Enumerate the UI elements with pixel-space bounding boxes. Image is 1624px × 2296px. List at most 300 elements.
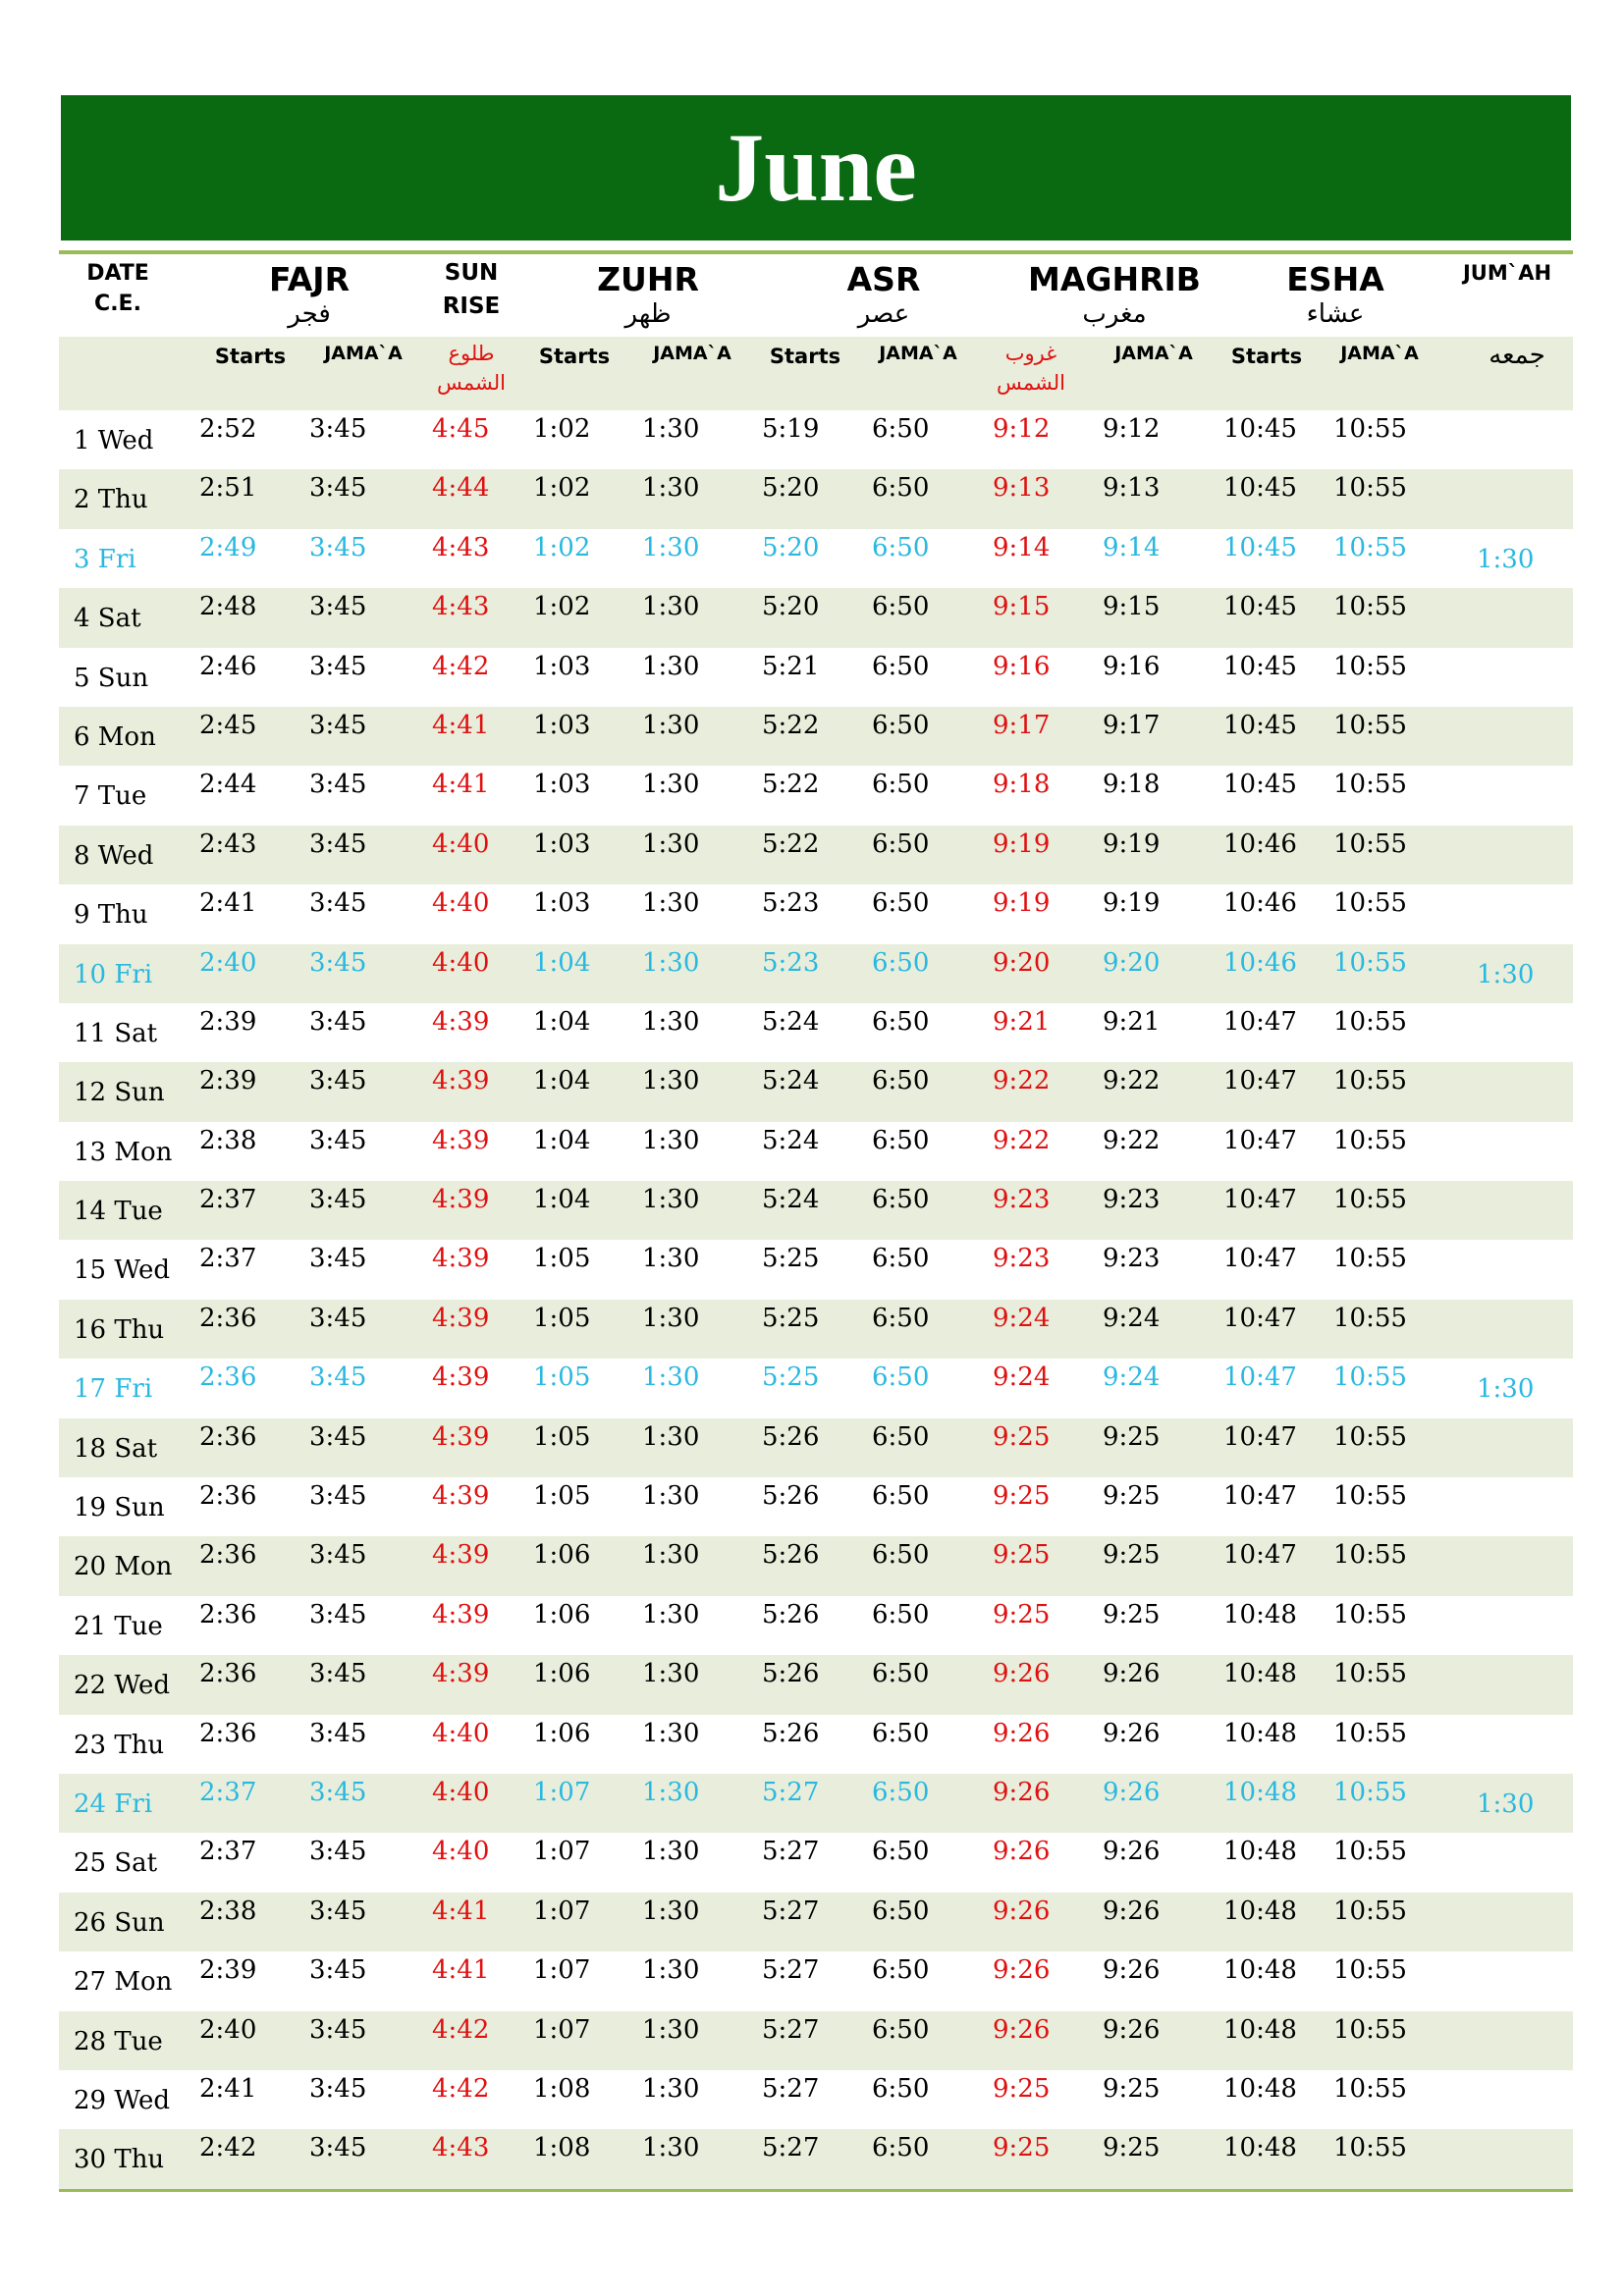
cell-esha-jamaa: 10:55 <box>1333 1362 1407 1393</box>
cell-fajr-jamaa: 3:45 <box>309 1837 367 1867</box>
cell-asr-jamaa: 6:50 <box>872 1006 930 1037</box>
cell-sr: 4:39 <box>432 1125 490 1155</box>
cell-esha: 10:48 <box>1223 1955 1297 1986</box>
cell-zuhr: 1:07 <box>533 1777 591 1807</box>
cell-mg: 9:26 <box>993 1896 1051 1926</box>
cell-asr-jamaa: 6:50 <box>872 1837 930 1867</box>
cell-sr: 4:41 <box>432 710 490 740</box>
cell-esha: 10:46 <box>1223 888 1297 919</box>
cell-mg: 9:25 <box>993 2133 1051 2163</box>
cell-date: 9 Thu <box>74 900 148 931</box>
header-fajr: FAJR <box>269 260 350 298</box>
cell-date: 19 Sun <box>74 1493 165 1523</box>
cell-asr-jamaa: 6:50 <box>872 2073 930 2104</box>
cell-zuhr-jamaa: 1:30 <box>642 1777 700 1807</box>
cell-sr: 4:40 <box>432 1777 490 1807</box>
cell-zuhr: 1:06 <box>533 1718 591 1748</box>
cell-sr: 4:40 <box>432 888 490 919</box>
cell-fajr: 2:38 <box>199 1125 257 1155</box>
cell-fajr: 2:44 <box>199 770 257 800</box>
cell-mg: 9:25 <box>993 1421 1051 1452</box>
table-row <box>59 1003 1573 1062</box>
cell-mg: 9:24 <box>993 1303 1051 1333</box>
cell-esha: 10:48 <box>1223 2073 1297 2104</box>
cell-sr: 4:43 <box>432 2133 490 2163</box>
cell-fajr-jamaa: 3:45 <box>309 1303 367 1333</box>
cell-maghrib-jamaa: 9:20 <box>1103 947 1161 978</box>
cell-mg: 9:23 <box>993 1185 1051 1215</box>
cell-fajr: 2:39 <box>199 1066 257 1096</box>
cell-asr-jamaa: 6:50 <box>872 1066 930 1096</box>
table-row <box>59 1181 1573 1240</box>
cell-asr: 5:26 <box>762 1718 820 1748</box>
cell-mg: 9:16 <box>993 651 1051 681</box>
cell-fajr-jamaa: 3:45 <box>309 1659 367 1689</box>
cell-zuhr: 1:04 <box>533 1066 591 1096</box>
cell-fajr: 2:46 <box>199 651 257 681</box>
table-row <box>59 1833 1573 1892</box>
cell-sr: 4:39 <box>432 1481 490 1512</box>
cell-date: 7 Tue <box>74 781 147 812</box>
cell-fajr: 2:52 <box>199 414 257 444</box>
cell-zuhr-jamaa: 1:30 <box>642 1837 700 1867</box>
cell-zuhr: 1:06 <box>533 1659 591 1689</box>
cell-fajr-jamaa: 3:45 <box>309 2073 367 2104</box>
cell-fajr: 2:39 <box>199 1006 257 1037</box>
cell-mg: 9:26 <box>993 2014 1051 2045</box>
cell-maghrib-jamaa: 9:26 <box>1103 2014 1161 2045</box>
cell-fajr: 2:36 <box>199 1421 257 1452</box>
cell-fajr-jamaa: 3:45 <box>309 1955 367 1986</box>
cell-esha: 10:45 <box>1223 651 1297 681</box>
cell-esha: 10:48 <box>1223 1837 1297 1867</box>
table-row <box>59 1893 1573 1951</box>
table-row <box>59 1240 1573 1299</box>
cell-esha: 10:47 <box>1223 1125 1297 1155</box>
table-row <box>59 469 1573 528</box>
cell-zuhr: 1:05 <box>533 1303 591 1333</box>
cell-sr: 4:40 <box>432 947 490 978</box>
cell-maghrib-jamaa: 9:25 <box>1103 1540 1161 1571</box>
cell-asr: 5:27 <box>762 2133 820 2163</box>
cell-maghrib-jamaa: 9:14 <box>1103 532 1161 562</box>
cell-mg: 9:14 <box>993 532 1051 562</box>
cell-sr: 4:39 <box>432 1244 490 1274</box>
cell-zuhr-jamaa: 1:30 <box>642 1185 700 1215</box>
cell-esha: 10:48 <box>1223 2014 1297 2045</box>
cell-fajr-jamaa: 3:45 <box>309 947 367 978</box>
cell-maghrib-jamaa: 9:25 <box>1103 1599 1161 1629</box>
cell-asr-jamaa: 6:50 <box>872 888 930 919</box>
cell-mg: 9:26 <box>993 1659 1051 1689</box>
cell-asr-jamaa: 6:50 <box>872 1540 930 1571</box>
table-row <box>59 1359 1573 1417</box>
cell-mg: 9:13 <box>993 473 1051 504</box>
cell-maghrib-jamaa: 9:12 <box>1103 414 1161 444</box>
cell-zuhr: 1:02 <box>533 592 591 622</box>
cell-zuhr: 1:07 <box>533 2014 591 2045</box>
cell-mg: 9:19 <box>993 888 1051 919</box>
cell-fajr: 2:36 <box>199 1481 257 1512</box>
cell-esha: 10:45 <box>1223 473 1297 504</box>
cell-zuhr: 1:06 <box>533 1599 591 1629</box>
cell-sr: 4:42 <box>432 2014 490 2045</box>
cell-zuhr: 1:07 <box>533 1896 591 1926</box>
cell-zuhr: 1:02 <box>533 414 591 444</box>
cell-esha-jamaa: 10:55 <box>1333 770 1407 800</box>
cell-date: 16 Thu <box>74 1314 165 1345</box>
cell-date: 4 Sat <box>74 604 141 634</box>
cell-asr-jamaa: 6:50 <box>872 2133 930 2163</box>
asr-jamaa-label: JAMA`A <box>879 343 957 364</box>
cell-jumah: 1:30 <box>1477 959 1535 989</box>
cell-asr: 5:23 <box>762 888 820 919</box>
table-row <box>59 1774 1573 1833</box>
cell-esha: 10:47 <box>1223 1185 1297 1215</box>
cell-esha-jamaa: 10:55 <box>1333 888 1407 919</box>
cell-mg: 9:25 <box>993 1481 1051 1512</box>
table-row <box>59 410 1573 469</box>
cell-maghrib-jamaa: 9:25 <box>1103 1481 1161 1512</box>
cell-zuhr: 1:03 <box>533 710 591 740</box>
cell-zuhr: 1:08 <box>533 2073 591 2104</box>
cell-esha-jamaa: 10:55 <box>1333 1718 1407 1748</box>
cell-asr: 5:22 <box>762 828 820 859</box>
cell-asr: 5:26 <box>762 1659 820 1689</box>
cell-fajr-jamaa: 3:45 <box>309 1125 367 1155</box>
cell-fajr-jamaa: 3:45 <box>309 1066 367 1096</box>
cell-asr: 5:20 <box>762 473 820 504</box>
cell-fajr: 2:36 <box>199 1362 257 1393</box>
cell-esha: 10:46 <box>1223 828 1297 859</box>
cell-zuhr-jamaa: 1:30 <box>642 532 700 562</box>
cell-esha: 10:48 <box>1223 1896 1297 1926</box>
jumah-arabic-label: جمعه <box>1489 341 1545 370</box>
cell-asr: 5:26 <box>762 1599 820 1629</box>
cell-fajr: 2:43 <box>199 828 257 859</box>
cell-zuhr-jamaa: 1:30 <box>642 947 700 978</box>
table-row <box>59 1418 1573 1477</box>
cell-maghrib-jamaa: 9:25 <box>1103 1421 1161 1452</box>
cell-mg: 9:18 <box>993 770 1051 800</box>
table-row <box>59 2129 1573 2188</box>
cell-esha-jamaa: 10:55 <box>1333 947 1407 978</box>
cell-sr: 4:39 <box>432 1006 490 1037</box>
cell-fajr-jamaa: 3:45 <box>309 592 367 622</box>
cell-jumah: 1:30 <box>1477 1374 1535 1405</box>
header-zuhr-arabic: ظهر <box>624 299 672 329</box>
cell-mg: 9:26 <box>993 1777 1051 1807</box>
cell-asr: 5:27 <box>762 2073 820 2104</box>
cell-esha-jamaa: 10:55 <box>1333 1244 1407 1274</box>
cell-asr-jamaa: 6:50 <box>872 1599 930 1629</box>
cell-zuhr: 1:02 <box>533 532 591 562</box>
asr-starts-label: Starts <box>769 345 841 368</box>
cell-maghrib-jamaa: 9:21 <box>1103 1006 1161 1037</box>
cell-esha-jamaa: 10:55 <box>1333 1125 1407 1155</box>
cell-maghrib-jamaa: 9:25 <box>1103 2133 1161 2163</box>
esha-jamaa-label: JAMA`A <box>1340 343 1419 364</box>
cell-zuhr-jamaa: 1:30 <box>642 1303 700 1333</box>
cell-asr: 5:24 <box>762 1006 820 1037</box>
cell-fajr-jamaa: 3:45 <box>309 1718 367 1748</box>
cell-asr-jamaa: 6:50 <box>872 947 930 978</box>
cell-esha-jamaa: 10:55 <box>1333 651 1407 681</box>
cell-date: 17 Fri <box>74 1374 153 1405</box>
cell-esha-jamaa: 10:55 <box>1333 532 1407 562</box>
cell-maghrib-jamaa: 9:26 <box>1103 1955 1161 1986</box>
cell-zuhr-jamaa: 1:30 <box>642 592 700 622</box>
cell-maghrib-jamaa: 9:26 <box>1103 1896 1161 1926</box>
table-row <box>59 529 1573 588</box>
cell-fajr: 2:41 <box>199 888 257 919</box>
table-row <box>59 1062 1573 1121</box>
cell-fajr-jamaa: 3:45 <box>309 828 367 859</box>
cell-mg: 9:23 <box>993 1244 1051 1274</box>
cell-sr: 4:41 <box>432 770 490 800</box>
cell-date: 13 Mon <box>74 1137 173 1167</box>
cell-date: 10 Fri <box>74 959 153 989</box>
header-esha-arabic: عشاء <box>1306 299 1365 329</box>
cell-sr: 4:39 <box>432 1540 490 1571</box>
cell-zuhr: 1:07 <box>533 1837 591 1867</box>
cell-maghrib-jamaa: 9:26 <box>1103 1659 1161 1689</box>
cell-fajr: 2:42 <box>199 2133 257 2163</box>
cell-fajr-jamaa: 3:45 <box>309 2014 367 2045</box>
cell-asr-jamaa: 6:50 <box>872 1896 930 1926</box>
cell-sr: 4:39 <box>432 1362 490 1393</box>
cell-esha: 10:47 <box>1223 1362 1297 1393</box>
cell-asr: 5:26 <box>762 1481 820 1512</box>
cell-jumah: 1:30 <box>1477 1789 1535 1819</box>
cell-date: 3 Fri <box>74 544 136 574</box>
cell-maghrib-jamaa: 9:25 <box>1103 2073 1161 2104</box>
cell-zuhr-jamaa: 1:30 <box>642 1481 700 1512</box>
fajr-jamaa-label: JAMA`A <box>324 343 403 364</box>
cell-fajr: 2:36 <box>199 1599 257 1629</box>
cell-esha: 10:48 <box>1223 2133 1297 2163</box>
table-row <box>59 944 1573 1003</box>
table-row <box>59 1536 1573 1595</box>
cell-mg: 9:22 <box>993 1125 1051 1155</box>
cell-mg: 9:12 <box>993 414 1051 444</box>
cell-esha-jamaa: 10:55 <box>1333 1481 1407 1512</box>
cell-esha-jamaa: 10:55 <box>1333 1777 1407 1807</box>
cell-esha-jamaa: 10:55 <box>1333 1955 1407 1986</box>
cell-asr: 5:24 <box>762 1066 820 1096</box>
cell-mg: 9:24 <box>993 1362 1051 1393</box>
cell-fajr: 2:41 <box>199 2073 257 2104</box>
cell-zuhr-jamaa: 1:30 <box>642 1659 700 1689</box>
cell-zuhr-jamaa: 1:30 <box>642 2014 700 2045</box>
cell-esha: 10:48 <box>1223 1777 1297 1807</box>
cell-zuhr-jamaa: 1:30 <box>642 1421 700 1452</box>
cell-fajr: 2:37 <box>199 1777 257 1807</box>
cell-esha-jamaa: 10:55 <box>1333 414 1407 444</box>
cell-asr: 5:20 <box>762 532 820 562</box>
cell-mg: 9:25 <box>993 1599 1051 1629</box>
cell-asr: 5:25 <box>762 1362 820 1393</box>
esha-starts-label: Starts <box>1230 345 1303 368</box>
header-row-sub <box>59 337 1573 410</box>
cell-date: 23 Thu <box>74 1730 165 1760</box>
cell-fajr: 2:40 <box>199 947 257 978</box>
cell-esha: 10:48 <box>1223 1718 1297 1748</box>
cell-zuhr-jamaa: 1:30 <box>642 1362 700 1393</box>
cell-date: 18 Sat <box>74 1433 158 1464</box>
cell-asr: 5:27 <box>762 1896 820 1926</box>
cell-sr: 4:43 <box>432 592 490 622</box>
cell-esha-jamaa: 10:55 <box>1333 2073 1407 2104</box>
cell-asr: 5:24 <box>762 1125 820 1155</box>
cell-zuhr: 1:05 <box>533 1244 591 1274</box>
cell-asr: 5:23 <box>762 947 820 978</box>
header-asr: ASR <box>846 260 921 298</box>
cell-maghrib-jamaa: 9:13 <box>1103 473 1161 504</box>
cell-esha-jamaa: 10:55 <box>1333 473 1407 504</box>
cell-maghrib-jamaa: 9:19 <box>1103 828 1161 859</box>
cell-date: 15 Wed <box>74 1255 170 1286</box>
cell-fajr: 2:40 <box>199 2014 257 2045</box>
cell-zuhr-jamaa: 1:30 <box>642 2133 700 2163</box>
cell-mg: 9:25 <box>993 2073 1051 2104</box>
cell-mg: 9:19 <box>993 828 1051 859</box>
cell-esha: 10:46 <box>1223 947 1297 978</box>
cell-asr: 5:22 <box>762 770 820 800</box>
cell-fajr-jamaa: 3:45 <box>309 1481 367 1512</box>
cell-zuhr: 1:02 <box>533 473 591 504</box>
cell-esha: 10:47 <box>1223 1006 1297 1037</box>
cell-maghrib-jamaa: 9:26 <box>1103 1718 1161 1748</box>
cell-fajr: 2:36 <box>199 1303 257 1333</box>
header-fajr-arabic: فجر <box>288 299 331 329</box>
cell-fajr: 2:37 <box>199 1837 257 1867</box>
cell-maghrib-jamaa: 9:24 <box>1103 1362 1161 1393</box>
cell-date: 5 Sun <box>74 663 149 693</box>
cell-sr: 4:39 <box>432 1303 490 1333</box>
cell-fajr-jamaa: 3:45 <box>309 1362 367 1393</box>
table-row <box>59 1596 1573 1655</box>
zuhr-jamaa-label: JAMA`A <box>653 343 731 364</box>
cell-esha: 10:48 <box>1223 1599 1297 1629</box>
cell-zuhr: 1:03 <box>533 770 591 800</box>
cell-fajr: 2:39 <box>199 1955 257 1986</box>
cell-asr: 5:26 <box>762 1540 820 1571</box>
cell-sr: 4:40 <box>432 1718 490 1748</box>
table-row <box>59 1655 1573 1714</box>
cell-sr: 4:42 <box>432 651 490 681</box>
header-esha: ESHA <box>1286 260 1384 298</box>
cell-fajr-jamaa: 3:45 <box>309 1777 367 1807</box>
cell-asr: 5:22 <box>762 710 820 740</box>
cell-maghrib-jamaa: 9:15 <box>1103 592 1161 622</box>
cell-date: 21 Tue <box>74 1611 163 1641</box>
cell-maghrib-jamaa: 9:26 <box>1103 1777 1161 1807</box>
table-row <box>59 707 1573 766</box>
cell-sr: 4:39 <box>432 1066 490 1096</box>
cell-fajr-jamaa: 3:45 <box>309 414 367 444</box>
cell-zuhr-jamaa: 1:30 <box>642 1955 700 1986</box>
cell-zuhr: 1:04 <box>533 1125 591 1155</box>
cell-zuhr: 1:03 <box>533 888 591 919</box>
cell-zuhr-jamaa: 1:30 <box>642 2073 700 2104</box>
cell-asr-jamaa: 6:50 <box>872 1244 930 1274</box>
cell-sr: 4:41 <box>432 1955 490 1986</box>
cell-esha-jamaa: 10:55 <box>1333 828 1407 859</box>
zuhr-starts-label: Starts <box>538 345 611 368</box>
cell-asr-jamaa: 6:50 <box>872 473 930 504</box>
cell-fajr-jamaa: 3:45 <box>309 888 367 919</box>
cell-zuhr-jamaa: 1:30 <box>642 1066 700 1096</box>
cell-zuhr: 1:04 <box>533 1006 591 1037</box>
cell-esha: 10:45 <box>1223 770 1297 800</box>
cell-esha-jamaa: 10:55 <box>1333 2014 1407 2045</box>
header-jumah: JUM`AH <box>1462 261 1552 285</box>
cell-fajr-jamaa: 3:45 <box>309 1421 367 1452</box>
cell-maghrib-jamaa: 9:16 <box>1103 651 1161 681</box>
cell-maghrib-jamaa: 9:22 <box>1103 1066 1161 1096</box>
cell-fajr: 2:51 <box>199 473 257 504</box>
cell-date: 6 Mon <box>74 721 156 752</box>
cell-zuhr: 1:06 <box>533 1540 591 1571</box>
cell-zuhr: 1:04 <box>533 947 591 978</box>
cell-maghrib-jamaa: 9:24 <box>1103 1303 1161 1333</box>
cell-fajr-jamaa: 3:45 <box>309 1185 367 1215</box>
cell-sr: 4:43 <box>432 532 490 562</box>
cell-zuhr: 1:07 <box>533 1955 591 1986</box>
cell-zuhr-jamaa: 1:30 <box>642 1125 700 1155</box>
cell-esha-jamaa: 10:55 <box>1333 1421 1407 1452</box>
cell-zuhr-jamaa: 1:30 <box>642 1599 700 1629</box>
cell-esha-jamaa: 10:55 <box>1333 592 1407 622</box>
cell-date: 2 Thu <box>74 485 148 515</box>
cell-zuhr: 1:03 <box>533 828 591 859</box>
cell-esha: 10:47 <box>1223 1244 1297 1274</box>
cell-esha: 10:47 <box>1223 1303 1297 1333</box>
cell-maghrib-jamaa: 9:19 <box>1103 888 1161 919</box>
cell-fajr-jamaa: 3:45 <box>309 1896 367 1926</box>
cell-date: 28 Tue <box>74 2026 163 2056</box>
cell-fajr-jamaa: 3:45 <box>309 473 367 504</box>
cell-date: 12 Sun <box>74 1078 165 1108</box>
table-row <box>59 1951 1573 2010</box>
cell-sr: 4:44 <box>432 473 490 504</box>
cell-asr-jamaa: 6:50 <box>872 2014 930 2045</box>
cell-sr: 4:40 <box>432 828 490 859</box>
cell-asr-jamaa: 6:50 <box>872 1718 930 1748</box>
maghrib-jamaa-label: JAMA`A <box>1114 343 1193 364</box>
cell-maghrib-jamaa: 9:23 <box>1103 1185 1161 1215</box>
cell-zuhr: 1:05 <box>533 1421 591 1452</box>
cell-esha-jamaa: 10:55 <box>1333 710 1407 740</box>
cell-zuhr-jamaa: 1:30 <box>642 1244 700 1274</box>
cell-mg: 9:22 <box>993 1066 1051 1096</box>
cell-asr: 5:25 <box>762 1303 820 1333</box>
cell-esha-jamaa: 10:55 <box>1333 2133 1407 2163</box>
cell-esha: 10:47 <box>1223 1421 1297 1452</box>
cell-esha: 10:48 <box>1223 1659 1297 1689</box>
cell-maghrib-jamaa: 9:18 <box>1103 770 1161 800</box>
cell-asr: 5:24 <box>762 1185 820 1215</box>
cell-date: 26 Sun <box>74 1907 165 1938</box>
cell-mg: 9:25 <box>993 1540 1051 1571</box>
header-row-main <box>59 254 1573 337</box>
cell-mg: 9:26 <box>993 1837 1051 1867</box>
cell-zuhr: 1:05 <box>533 1362 591 1393</box>
cell-zuhr-jamaa: 1:30 <box>642 770 700 800</box>
cell-esha-jamaa: 10:55 <box>1333 1185 1407 1215</box>
cell-asr-jamaa: 6:50 <box>872 414 930 444</box>
